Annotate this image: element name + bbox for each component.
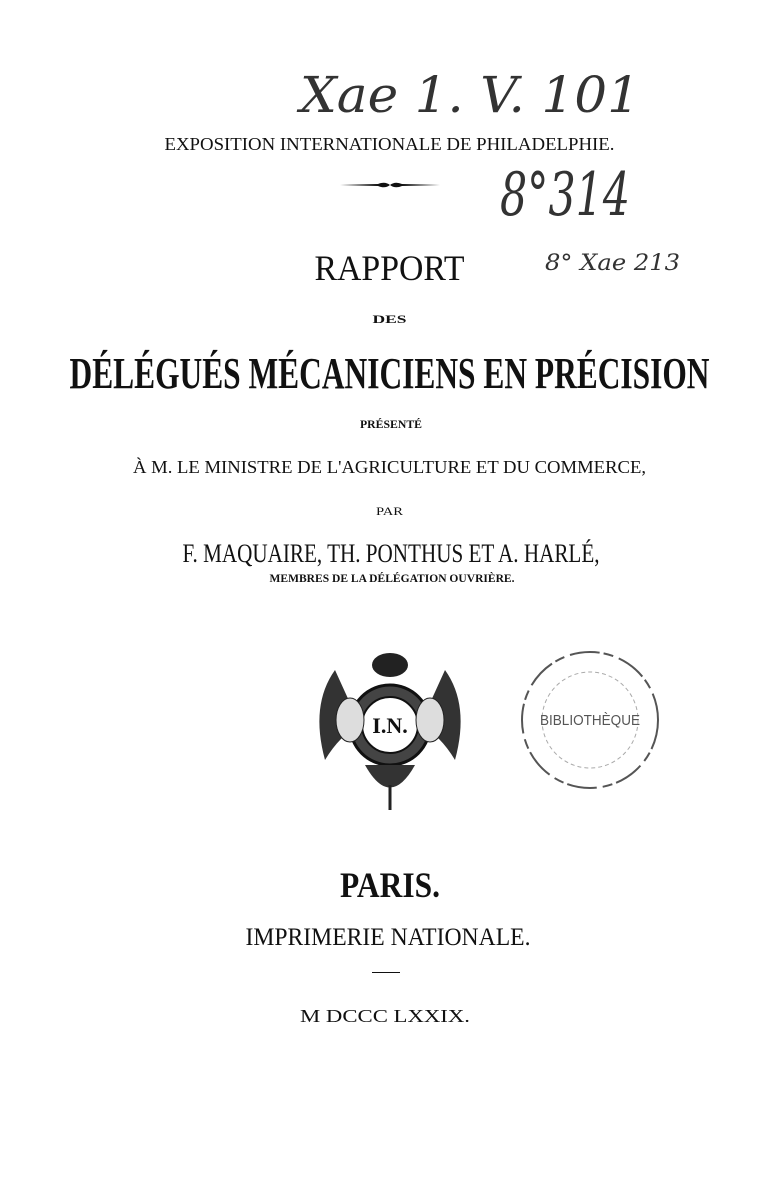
authors: F. MAQUAIRE, TH. PONTHUS ET A. HARLÉ, bbox=[182, 539, 600, 568]
authors-role: MEMBRES DE LA DÉLÉGATION OUVRIÈRE. bbox=[269, 571, 515, 585]
des-label: DES bbox=[372, 312, 407, 326]
by-label: PAR bbox=[376, 504, 403, 518]
handwritten-shelfmark-side: 8° Xae 213 bbox=[545, 251, 680, 276]
handwritten-shelfmark-top: Xae 1. V. 101 bbox=[295, 66, 640, 124]
ornament-divider bbox=[340, 183, 440, 188]
city: PARIS. bbox=[340, 865, 440, 905]
emblem-monogram: I.N. bbox=[372, 713, 408, 738]
presented-label: PRÉSENTÉ bbox=[360, 417, 422, 431]
subject-title: DÉLÉGUÉS MÉCANICIENS EN PRÉCISION bbox=[69, 349, 710, 398]
printer: IMPRIMERIE NATIONALE. bbox=[245, 924, 531, 951]
stamp-text: BIBLIOTHÈQUE bbox=[540, 712, 640, 729]
addressee: À M. LE MINISTRE DE L'AGRICULTURE ET DU COMMERCE, bbox=[133, 457, 629, 477]
handwritten-shelfmark-mid: 8°314 bbox=[500, 160, 630, 230]
publication-year: M DCCC LXXIX. bbox=[300, 1006, 470, 1026]
short-rule bbox=[372, 972, 400, 973]
library-stamp bbox=[515, 645, 665, 795]
report-title: RAPPORT bbox=[314, 248, 465, 288]
series-title: EXPOSITION INTERNATIONALE DE PHILADELPHIE. bbox=[164, 134, 615, 154]
imprimerie-nationale-emblem bbox=[305, 645, 475, 815]
